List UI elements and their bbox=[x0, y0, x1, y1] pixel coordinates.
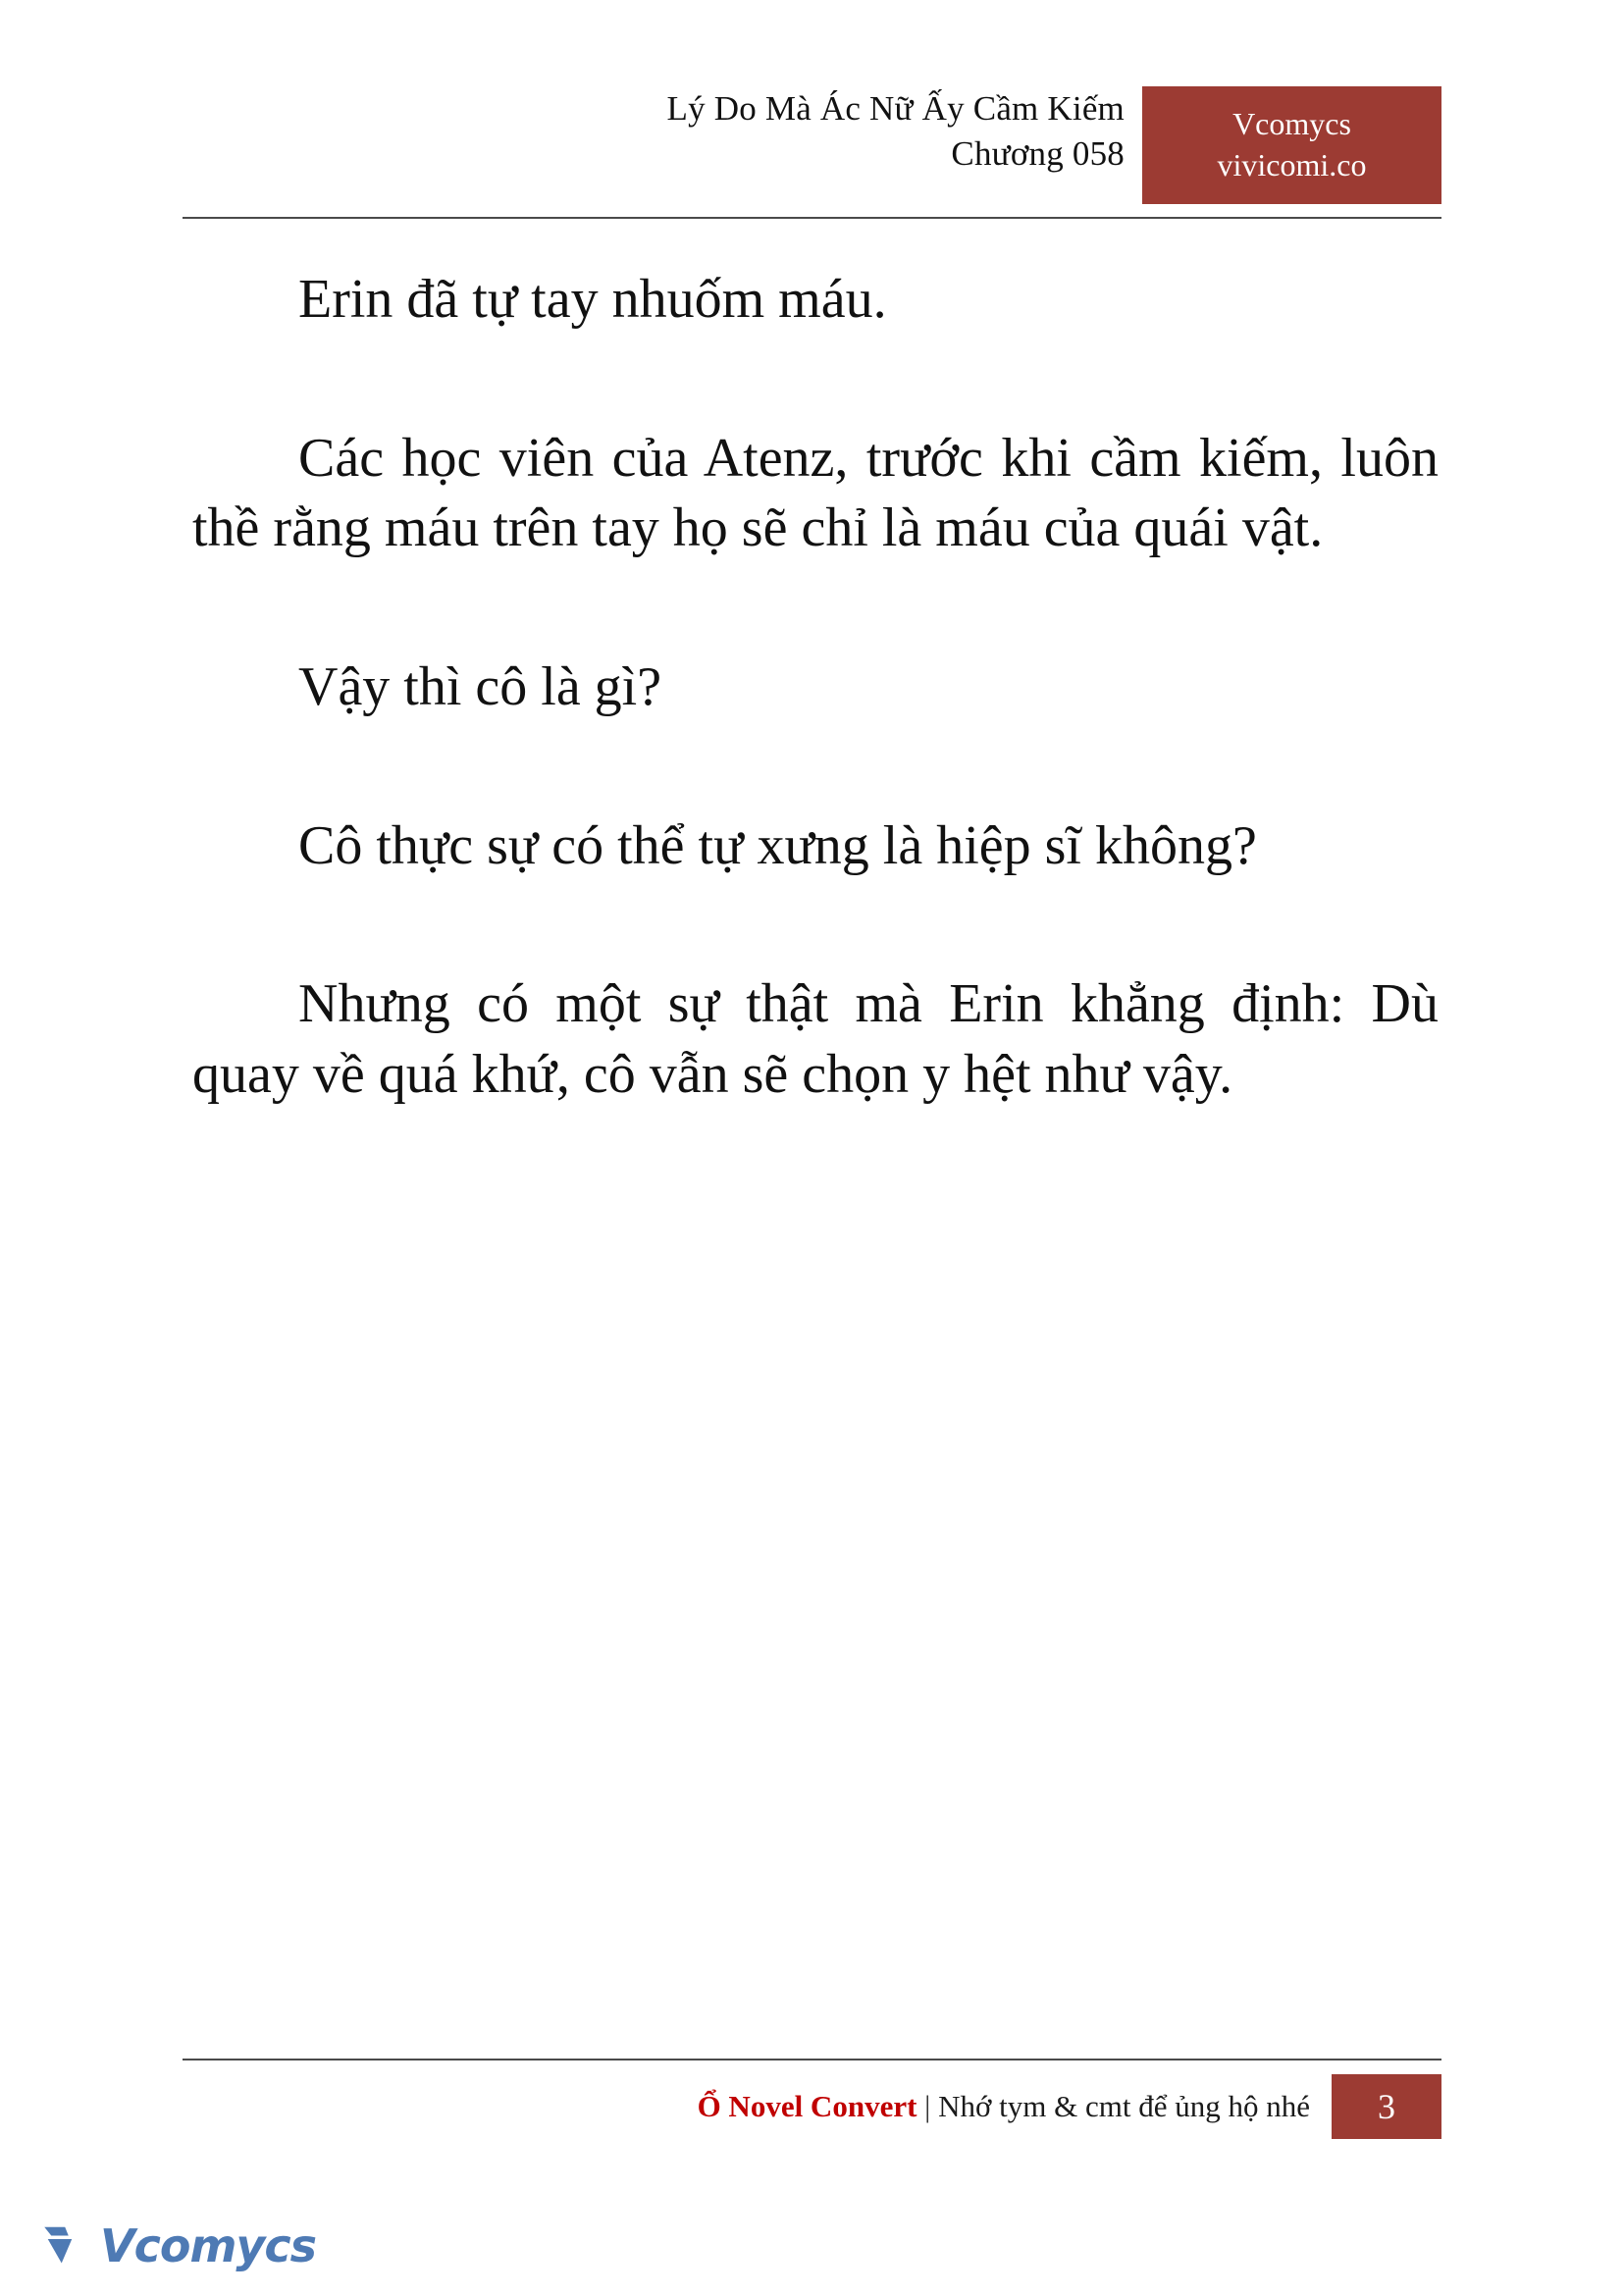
page-content bbox=[192, 265, 1439, 1111]
page-title: Lý Do Mà Ác Nữ Ấy Cầm Kiếm bbox=[666, 89, 1125, 128]
footer-inner bbox=[183, 2074, 1441, 2139]
paragraph: Các học viên của Atenz, trước khi cầm kiếm, luôn thề rằng máu trên tay họ sẽ chỉ là máu của quái vật. bbox=[192, 427, 1439, 559]
footer-separator: | bbox=[924, 2089, 931, 2123]
header-inner bbox=[183, 86, 1441, 209]
footer-credit bbox=[698, 2089, 1332, 2124]
site-badge-name: Vcomycs bbox=[1232, 106, 1351, 142]
paragraph: Cô thực sự có thể tự xưng là hiệp sĩ không? bbox=[298, 814, 1257, 876]
footer-divider bbox=[183, 2059, 1441, 2060]
site-badge-url: vivicomi.co bbox=[1217, 147, 1367, 183]
footer-note: Nhớ tym & cmt để ủng hộ nhé bbox=[938, 2089, 1310, 2123]
header-title-block bbox=[667, 86, 1142, 177]
header-divider bbox=[183, 217, 1441, 219]
page-number: 3 bbox=[1332, 2074, 1441, 2139]
watermark-label: Vcomycs bbox=[100, 2219, 317, 2272]
page-footer bbox=[183, 2059, 1441, 2166]
paragraph: Nhưng có một sự thật mà Erin khẳng định: Dù quay về quá khứ, cô vẫn sẽ chọn y hệt như vậy. bbox=[192, 973, 1439, 1106]
page-header bbox=[183, 86, 1441, 219]
paragraph: Vậy thì cô là gì? bbox=[298, 656, 662, 718]
chapter-label: Chương 058 bbox=[951, 134, 1125, 174]
footer-brand: Ổ Novel Convert bbox=[697, 2089, 917, 2123]
site-badge bbox=[1142, 86, 1441, 204]
vcomycs-mark-icon bbox=[39, 2218, 94, 2273]
watermark-logo bbox=[39, 2218, 316, 2273]
paragraph: Erin đã tự tay nhuốm máu. bbox=[298, 269, 887, 330]
